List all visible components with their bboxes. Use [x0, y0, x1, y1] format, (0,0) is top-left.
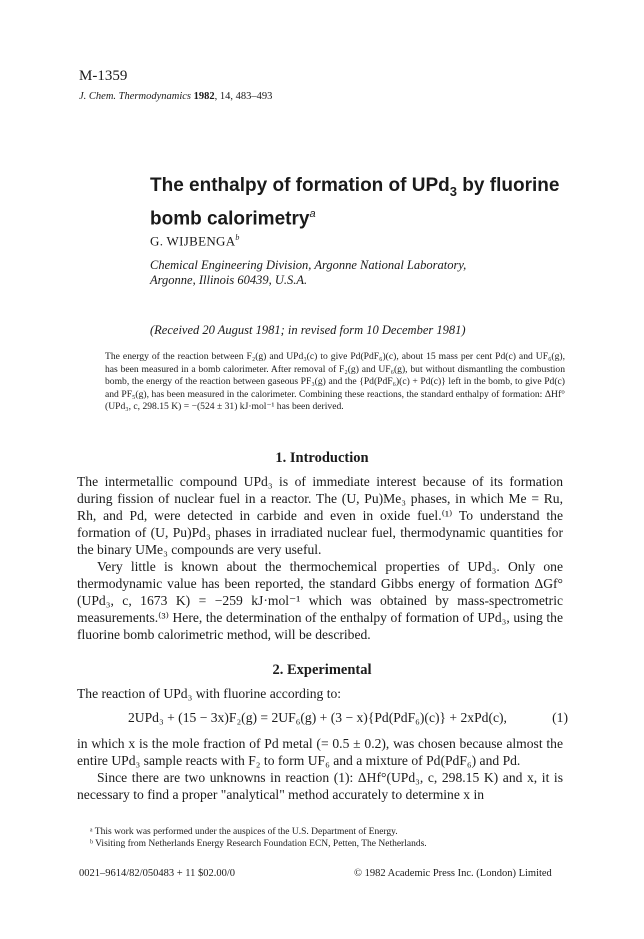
author-footnote-mark: b [235, 233, 240, 242]
journal-citation [79, 91, 272, 102]
experimental-body [77, 735, 563, 803]
title-footnote-mark: a [309, 207, 316, 220]
section-heading-introduction: 1. Introduction [275, 450, 369, 466]
paragraph: Very little is known about the thermochemical properties of UPd₃. Only one thermodynamic value has been reported, the standard Gibbs energy of formation ΔGf°(UPd₃, c, 1673 K) = −259 kJ·mol⁻¹ which was obtained by mass-spectrometric measurements.⁽³⁾ Here, the determination of the enthalpy of formation of UPd₃, using the fluorine bomb calorimetric method, will be described. [77, 559, 563, 642]
footer-code: 0021–9614/82/050483 + 11 $02.00/0 [79, 868, 236, 879]
footnotes [90, 826, 570, 850]
paragraph: Since there are two unknowns in reaction (1): ΔHf°(UPd₃, c, 298.15 K) and x, it is necessary to find a proper "analytical" method accurately to determine x in [77, 770, 563, 802]
affiliation [150, 258, 570, 288]
footnote-a: ᵃ This work was performed under the auspices of the U.S. Department of Energy. [90, 827, 398, 837]
paragraph: The intermetallic compound UPd₃ is of immediate interest because of its formation during fission of nuclear fuel in a reactor. The (U, Pu)Me₃ phases, in which Me = Ru, Rh, and Pd, were detected in carbide and even in oxide fuel.⁽¹⁾ To understand the formation of (U, Pu)Pd₃ phases in irradiated nuclear fuel, thermodynamic quantities for the binary UMe₃ compounds are very useful. [77, 474, 563, 557]
paragraph: in which x is the mole fraction of Pd metal (= 0.5 ± 0.2), was chosen because almost the entire UPd₃ sample reacts with F₂ to form UF₆ and a mixture of Pd(PdF₆) and Pd. [77, 736, 563, 768]
experimental-intro: The reaction of UPd₃ with fluorine according to: [77, 686, 342, 701]
equation-1 [128, 710, 568, 726]
footer-copyright: © 1982 Academic Press Inc. (London) Limited [354, 868, 552, 879]
title-part2: by fluorine bomb calorimetry [150, 175, 560, 230]
footnote-b: ᵇ Visiting from Netherlands Energy Research Foundation ECN, Petten, The Netherlands. [90, 839, 427, 849]
affiliation-line-1: Chemical Engineering Division, Argonne National Laboratory, [150, 258, 467, 272]
equation-text: 2UPd₃ + (15 − 3x)F₂(g) = 2UF₆(g) + (3 − x){Pd(PdF₆)(c)} + 2xPd(c), [128, 710, 507, 725]
introduction-body [77, 473, 563, 643]
title-subscript: 3 [449, 183, 458, 199]
abstract: The energy of the reaction between F₂(g) and UPd₃(c) to give Pd(PdF₆)(c), about 15 mass per cent Pd(c) and UF₆(g), has been measured in a bomb calorimeter. After removal of F₂(g) and UF₆(g), but without dismantling the combustion bomb, the energy of the reaction between gaseous PF₃(g) and the {Pd(PdF₆)(c) + Pd(c)} left in the bomb, to give Pd(c) and PF₅(g), has been measured in the calorimeter. Combining these reactions, the standard enthalpy of formation: ΔHf°(UPd₃, c, 298.15 K) = −(524 ± 31) kJ·mol⁻¹ has been derived. [105, 351, 565, 413]
author [150, 233, 240, 249]
paper-title [150, 174, 570, 230]
affiliation-line-2: Argonne, Illinois 60439, U.S.A. [150, 273, 308, 287]
journal-year: 1982 [193, 91, 215, 102]
received-dates: (Received 20 August 1981; in revised form 10 December 1981) [150, 323, 466, 337]
author-name: G. WIJBENGA [150, 233, 236, 249]
section-heading-experimental: 2. Experimental [272, 662, 372, 678]
journal-volume-pages: , 14, 483–493 [214, 91, 273, 102]
equation-number: (1) [552, 710, 568, 725]
manuscript-id: M-1359 [79, 68, 128, 84]
journal-name: J. Chem. Thermodynamics [79, 91, 191, 102]
title-part1: The enthalpy of formation of UPd [150, 175, 450, 196]
